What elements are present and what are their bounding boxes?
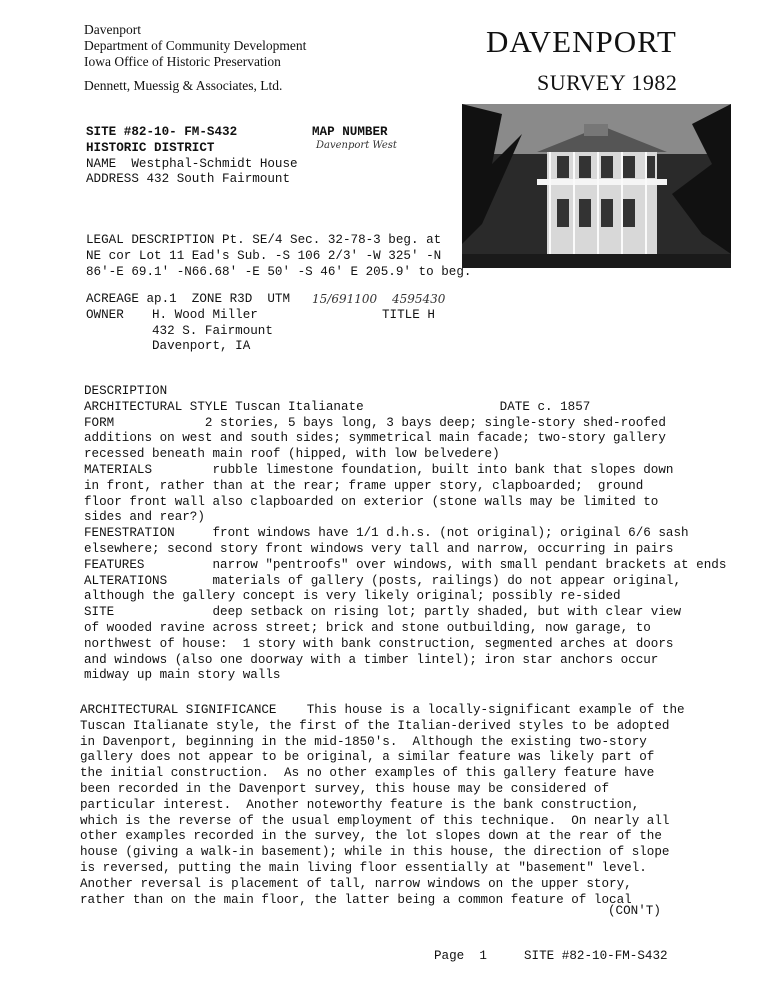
acreage-zone-utm: ACREAGE ap.1 ZONE R3D UTM (86, 292, 291, 306)
significance-line: in Davenport, beginning in the mid-1850's. Although the existing two-story (80, 734, 647, 749)
description-line: FORM 2 stories, 5 bays long, 3 bays deep; single-story shed-roofed (84, 415, 666, 430)
legal-description (86, 233, 486, 281)
significance-line: is reversed, putting the main living floor essentially at "basement" level. (80, 861, 647, 875)
description-line: additions on west and south sides; symmetrical main facade; two-story gallery (84, 431, 666, 446)
description-line: recessed beneath main roof (hipped, with low belvedere) (84, 447, 500, 462)
owner-label: OWNER (86, 307, 124, 322)
significance-line: Another reversal is placement of tall, narrow windows on the upper story, (80, 876, 632, 891)
description-line: MATERIALS rubble limestone foundation, built into bank that slopes down (84, 463, 674, 477)
site-block (86, 125, 466, 189)
survey-subtitle: SURVEY 1982 (537, 70, 678, 95)
description-line: elsewhere; second story front windows very tall and narrow, occurring in pairs (84, 542, 674, 556)
description-line: sides and rear?) (84, 510, 205, 525)
significance-line: other examples recorded in the survey, the lot slopes down at the rear of the (80, 829, 662, 844)
significance-line: rather than on the main floor, the latter being a common feature of local (80, 892, 632, 907)
utm-note-northing: 4595430 (392, 292, 446, 306)
description-line: although the gallery concept is very likely original; possibly re-sided (84, 589, 621, 604)
description-line: in front, rather than at the rear; frame upper story, clapboarded; ground (84, 478, 644, 493)
description-line: ALTERATIONS materials of gallery (posts, railings) do not appear original, (84, 573, 682, 588)
house-photo (462, 104, 731, 268)
description-line: of wooded ravine across street; brick and stone outbuilding, now garage, to (84, 621, 651, 635)
significance-line: been recorded in the Davenport survey, this house may be considered of (80, 782, 610, 796)
consultant-line: Dennett, Muessig & Associates, Ltd. (84, 78, 283, 93)
org-line-city: Davenport (84, 22, 141, 37)
significance-line: gallery does not appear to be original, a similar feature was likely part of (80, 750, 655, 765)
map-number-note: Davenport West (316, 140, 397, 151)
survey-title: DAVENPORT (486, 24, 677, 59)
title-label: TITLE H (382, 307, 435, 322)
significance-line: house (giving a walk-in basement); while in this house, the direction of slope (80, 845, 670, 860)
house-photo-drawing (462, 104, 731, 268)
description-line: FENESTRATION front windows have 1/1 d.h.s. (not original); original 6/6 sash (84, 526, 689, 541)
description-heading: DESCRIPTION (84, 384, 168, 398)
property-address: ADDRESS 432 South Fairmount (86, 172, 291, 187)
owner-street: 432 S. Fairmount (152, 323, 273, 338)
header-org-block (84, 22, 306, 94)
map-number-label: MAP NUMBER (312, 125, 388, 139)
description-line: northwest of house: 1 story with bank construction, segmented arches at doors (84, 636, 674, 651)
description-line: ARCHITECTURAL STYLE Tuscan Italianate DATE c. 1857 (84, 399, 591, 414)
description-section (84, 384, 727, 686)
legal-line-1: LEGAL DESCRIPTION Pt. SE/4 Sec. 32-78-3 beg. at (86, 233, 442, 247)
description-line: midway up main story walls (84, 668, 281, 683)
description-line: FEATURES narrow "pentroofs" over windows, with small pendant brackets at ends (84, 557, 727, 572)
significance-line: Tuscan Italianate style, the first of the Italian-derived styles to be adopted (80, 718, 670, 733)
significance-section (80, 703, 720, 923)
historic-district-label: HISTORIC DISTRICT (86, 140, 215, 155)
org-line-iowa: Iowa Office of Historic Preservation (84, 54, 281, 69)
continued-marker: (CON'T) (608, 904, 661, 918)
org-line-department: Department of Community Development (84, 38, 307, 53)
owner-name: H. Wood Miller (152, 307, 258, 322)
description-line: floor front wall also clapboarded on exterior (stone walls may be limited to (84, 494, 659, 509)
utm-note-easting: 15/691100 (312, 292, 378, 306)
description-line: and windows (also one doorway with a timber lintel); iron star anchors occur (84, 652, 659, 667)
significance-line: ARCHITECTURAL SIGNIFICANCE This house is a locally-significant example of the (80, 703, 685, 717)
acreage-owner-block (86, 292, 486, 358)
property-name: NAME Westphal-Schmidt House (86, 156, 298, 171)
significance-line: particular interest. Another noteworthy feature is the bank construction, (80, 797, 640, 812)
footer-site-number: SITE #82-10-FM-S432 (524, 949, 668, 963)
footer-page-number: Page 1 (434, 949, 487, 963)
significance-line: the initial construction. As no other examples of this gallery feature have (80, 766, 655, 781)
site-number: SITE #82-10- FM-S432 (86, 125, 238, 139)
legal-line-2: NE cor Lot 11 Ead's Sub. -S 106 2/3' -W 325' -N (86, 248, 442, 263)
legal-line-3: 86'-E 69.1' -N66.68' -E 50' -S 46' E 205.9' to beg. (86, 264, 472, 279)
description-line: SITE deep setback on rising lot; partly shaded, but with clear view (84, 605, 682, 620)
significance-line: which is the reverse of the usual employment of this technique. On nearly all (80, 813, 670, 828)
owner-city: Davenport, IA (152, 339, 251, 354)
